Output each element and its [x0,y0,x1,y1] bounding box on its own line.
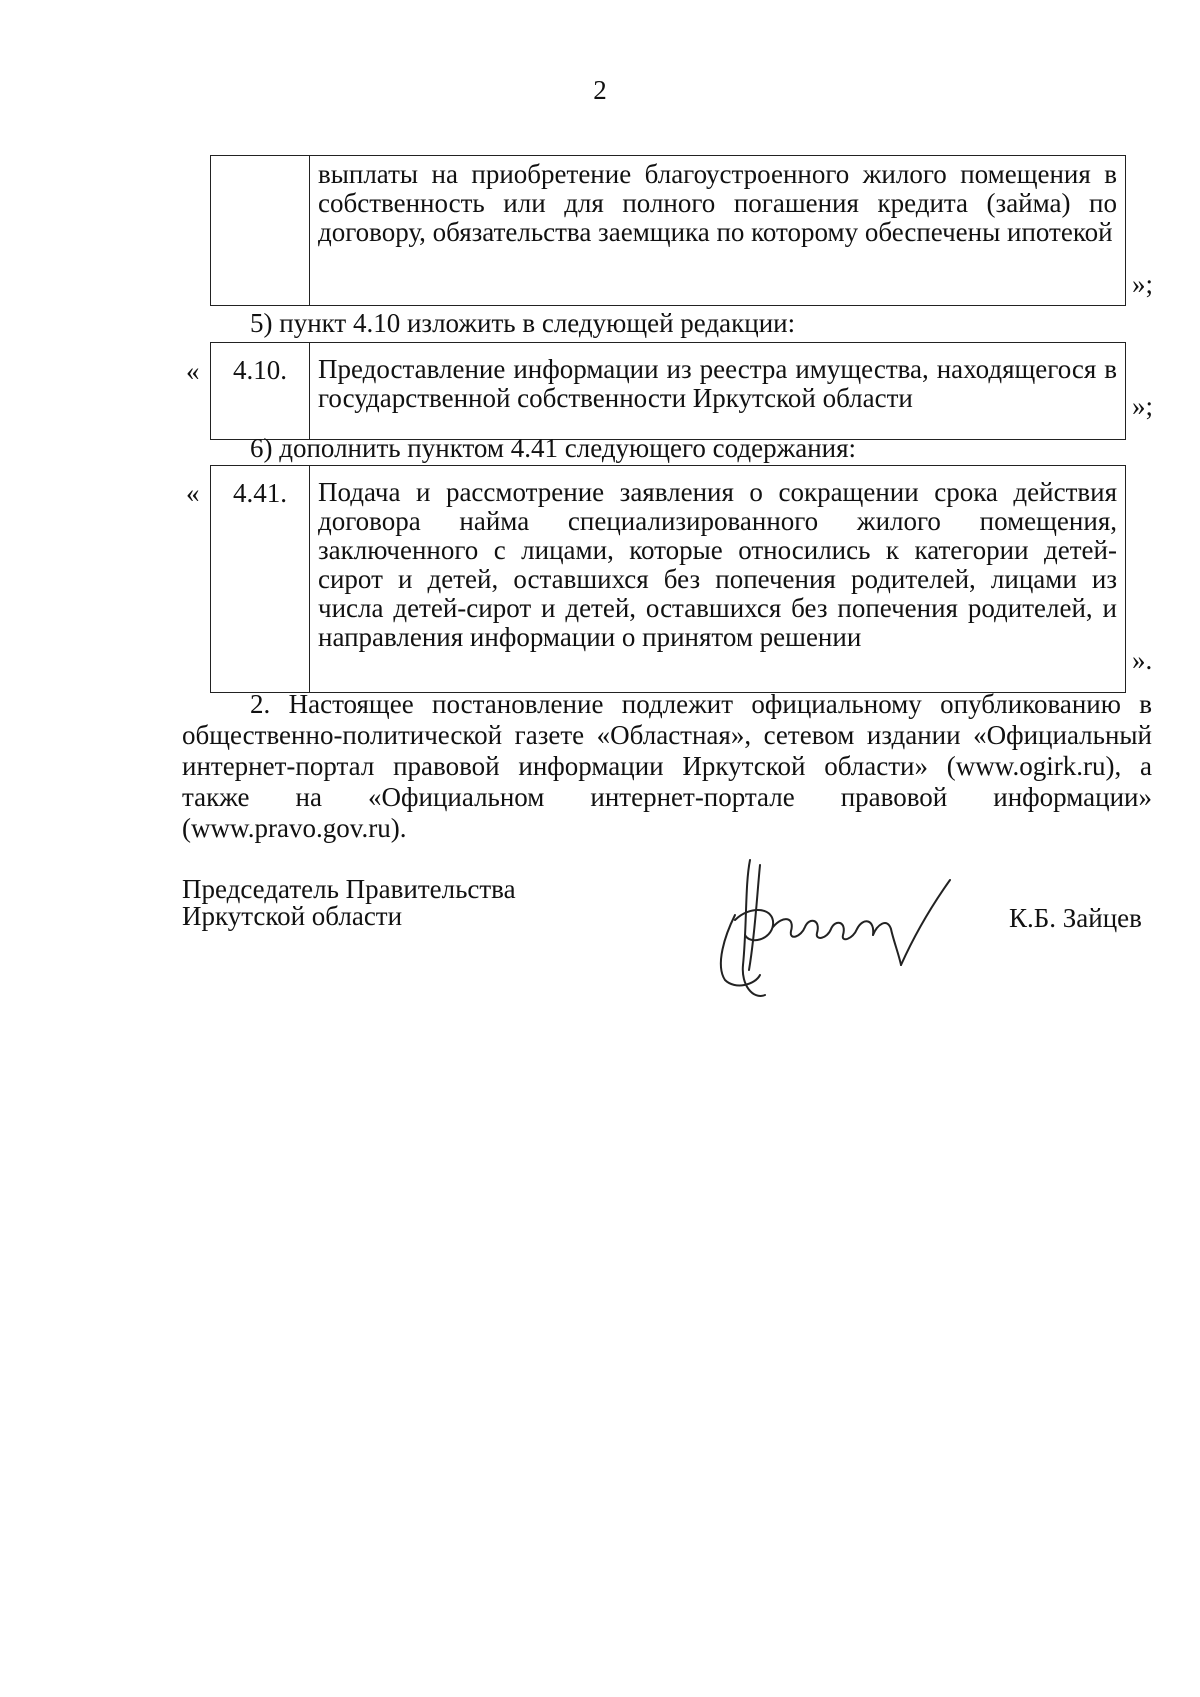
closing-quote: »; [1132,269,1154,299]
page-number: 2 [593,75,607,105]
row-text-cell [310,343,1126,440]
table-row-continuation [210,155,1126,306]
paragraph-2: 2. Настоящее постановление подлежит официальному опубликованию в общественно-политической газете «Областная», сетевом издании «Официальный интернет-портал правовой информации Иркутской области» (www.ogirk.ru), а также на «Официальном интернет-портале правовой информации» (www.pravo.gov.ru). [182,689,1152,843]
position-line-2: Иркутской области [182,901,403,931]
row-text: Подача и рассмотрение заявления о сокращении срока действия договора найма специализированного жилого помещения, заключенного с лицами, которые относились к категории детей-сирот и детей, оставшихся без попечения родителей, лицами из числа детей-сирот и детей, оставшихся без попечения родителей, и направления информации о принятом решении [318,477,1117,652]
signatory-name: К.Б. Зайцев [1009,903,1142,933]
row-text-cell [310,466,1126,693]
row-number-cell: 4.41. [211,466,310,693]
opening-quote: « [186,356,200,386]
signatory-position [182,876,516,930]
handwritten-signature [705,855,965,1005]
opening-quote: « [186,478,200,508]
item6-heading: 6) дополнить пунктом 4.41 следующего содержания: [250,433,857,463]
closing-quote: ». [1132,645,1153,675]
table-row-4-41 [210,465,1126,693]
row-number-cell: 4.10. [211,343,310,440]
row-text: выплаты на приобретение благоустроенного жилого помещения в собственность или для полного погашения кредита (займа) по договору, обязательства заемщика по которому обеспечены ипотекой [318,159,1117,247]
table-row-4-10 [210,342,1126,440]
row-number-cell [211,156,310,306]
item5-heading: 5) пункт 4.10 изложить в следующей редакции: [250,308,796,338]
row-text-cell [310,156,1126,306]
row-text: Предоставление информации из реестра имущества, находящегося в государственной собственности Иркутской области [318,354,1117,413]
position-line-1: Председатель Правительства [182,874,516,904]
closing-quote: »; [1132,391,1154,421]
